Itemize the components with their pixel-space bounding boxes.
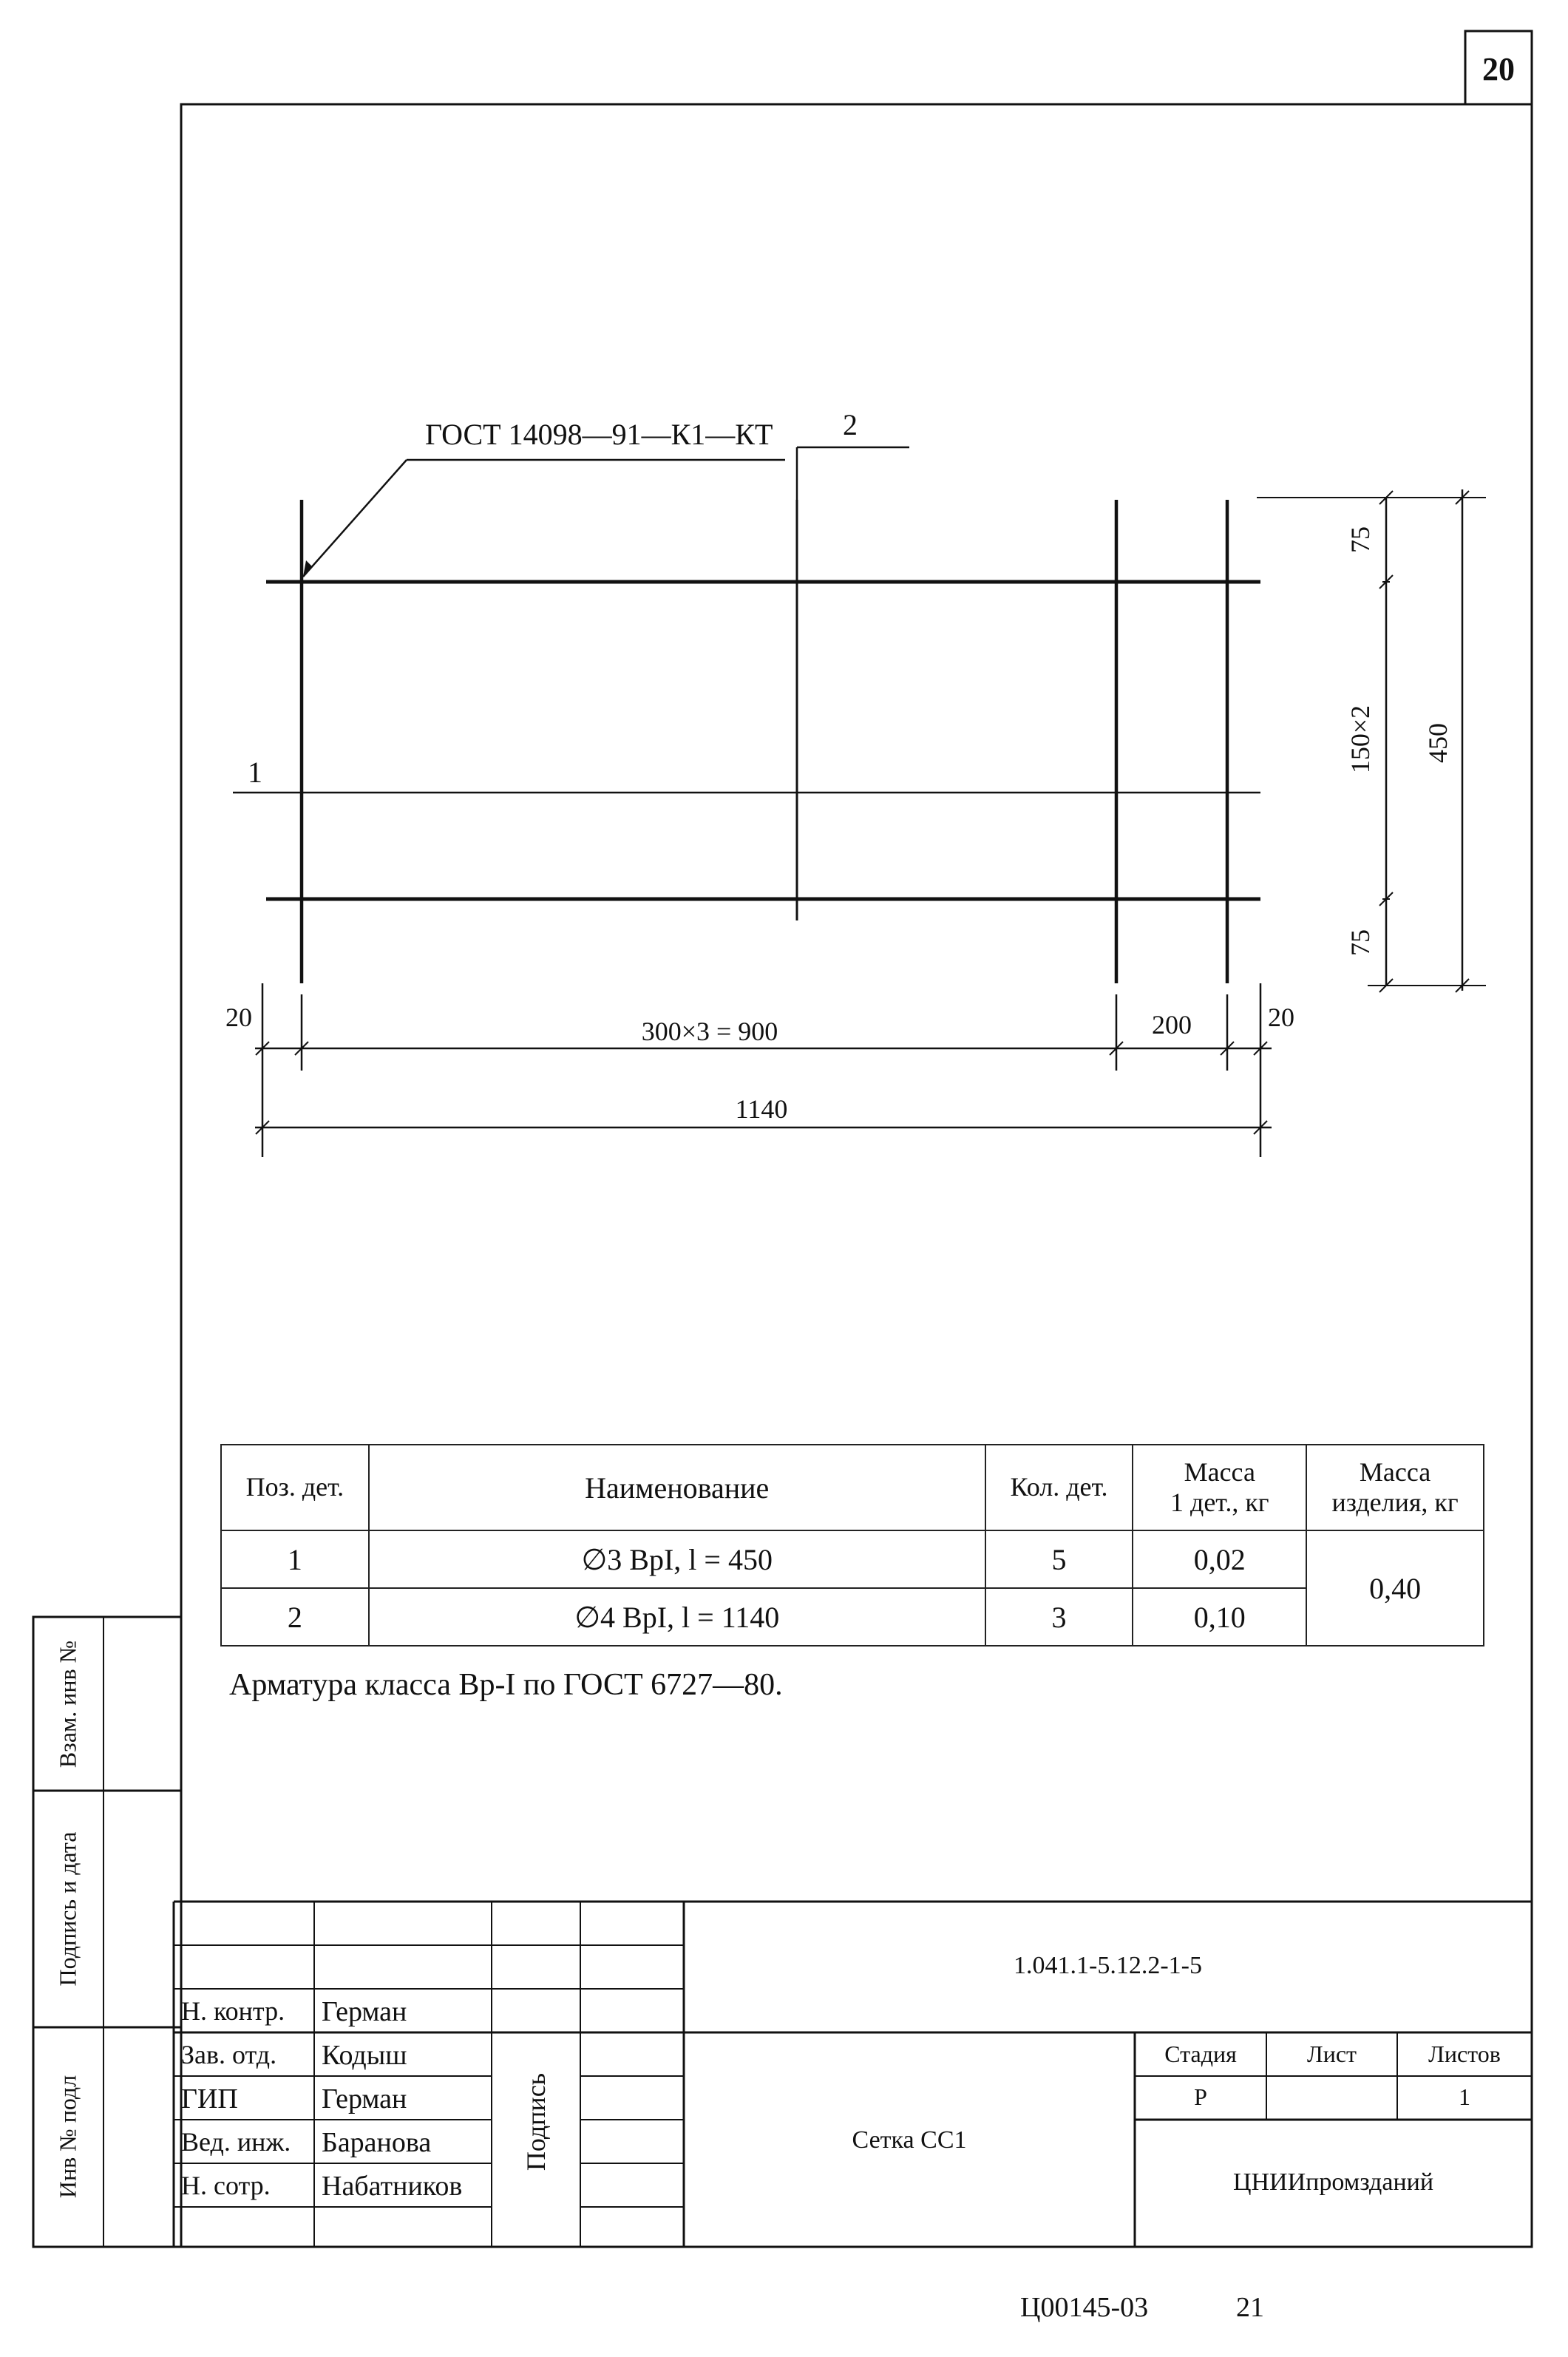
row-1-name: ∅3 ВрI, l = 450 [369, 1530, 985, 1588]
name-n-sotr: Набатников [322, 2171, 463, 2202]
mass-total-l2: изделия, кг [1331, 1488, 1459, 1517]
row-1-qty: 5 [985, 1530, 1133, 1588]
gost-label: ГОСТ 14098—91—К1—КТ [425, 418, 773, 451]
signature-column-label: Подпись [521, 2072, 551, 2171]
reinforcement-note: Арматура класса Вр-I по ГОСТ 6727—80. [229, 1668, 783, 1702]
col-qty-header: Кол. дет. [985, 1445, 1133, 1530]
col-name-header: Наименование [369, 1445, 985, 1530]
row-2-pos: 2 [221, 1588, 369, 1646]
mass-total-l1: Масса [1359, 1456, 1431, 1487]
side-stamp-podpis: Подпись и дата [54, 1831, 81, 1987]
role-ved-inzh: Вед. инж. [181, 2127, 291, 2157]
name-n-kontr: Герман [322, 1996, 407, 2027]
side-stamp-inv: Инв № подл [54, 2075, 81, 2199]
total-mass: 0,40 [1306, 1530, 1484, 1646]
page-number: 20 [1482, 51, 1515, 87]
row-2-name: ∅4 ВрI, l = 1140 [369, 1588, 985, 1646]
footer-doc-code: Ц00145-03 [1020, 2292, 1149, 2323]
spec-header-row [221, 1445, 1484, 1530]
role-n-sotr: Н. сотр. [181, 2171, 271, 2200]
name-gip: Герман [322, 2083, 407, 2114]
table-row [221, 1588, 1484, 1646]
col-pos-header: Поз. дет. [221, 1445, 369, 1530]
drawing-title: Сетка СС1 [852, 2126, 967, 2154]
col-mass-unit-header [1133, 1445, 1306, 1530]
dim-75-bottom: 75 [1345, 929, 1375, 956]
sheet-label: Лист [1306, 2041, 1357, 2067]
dim-1140: 1140 [735, 1094, 788, 1124]
row-2-mass: 0,10 [1133, 1588, 1306, 1646]
organization-name: ЦНИИпромзданий [1232, 2168, 1434, 2196]
position-1-label: 1 [248, 756, 262, 789]
name-ved-inzh: Баранова [322, 2127, 432, 2158]
sheets-label: Листов [1428, 2041, 1501, 2067]
row-1-mass: 0,02 [1133, 1530, 1306, 1588]
dim-75-top: 75 [1345, 526, 1375, 553]
name-zav-otd: Кодыш [322, 2040, 407, 2071]
mass-unit-l1: Масса [1184, 1456, 1255, 1487]
sheets-value: 1 [1459, 2083, 1470, 2110]
dim-450: 450 [1423, 723, 1453, 763]
role-zav-otd: Зав. отд. [181, 2040, 277, 2069]
dim-300x3: 300×3 = 900 [641, 1017, 778, 1046]
position-2-label: 2 [843, 408, 858, 441]
stage-label: Стадия [1164, 2041, 1237, 2067]
dim-20-left: 20 [225, 1003, 252, 1032]
specification-table [220, 1444, 1484, 1646]
drawing-code: 1.041.1-5.12.2-1-5 [1014, 1952, 1202, 1979]
table-row [221, 1530, 1484, 1588]
dim-20-right: 20 [1268, 1003, 1294, 1032]
role-gip: ГИП [181, 2083, 238, 2114]
footer-page: 21 [1236, 2292, 1264, 2323]
dim-200: 200 [1152, 1010, 1192, 1040]
side-stamp-vzam: Взам. инв № [54, 1640, 81, 1768]
row-2-qty: 3 [985, 1588, 1133, 1646]
stage-value: Р [1194, 2083, 1207, 2110]
role-n-kontr: Н. контр. [181, 1996, 285, 2026]
col-mass-total-header [1306, 1445, 1484, 1530]
row-1-pos: 1 [221, 1530, 369, 1588]
mass-unit-l2: 1 дет., кг [1170, 1488, 1269, 1517]
dim-150x2: 150×2 [1345, 705, 1375, 774]
